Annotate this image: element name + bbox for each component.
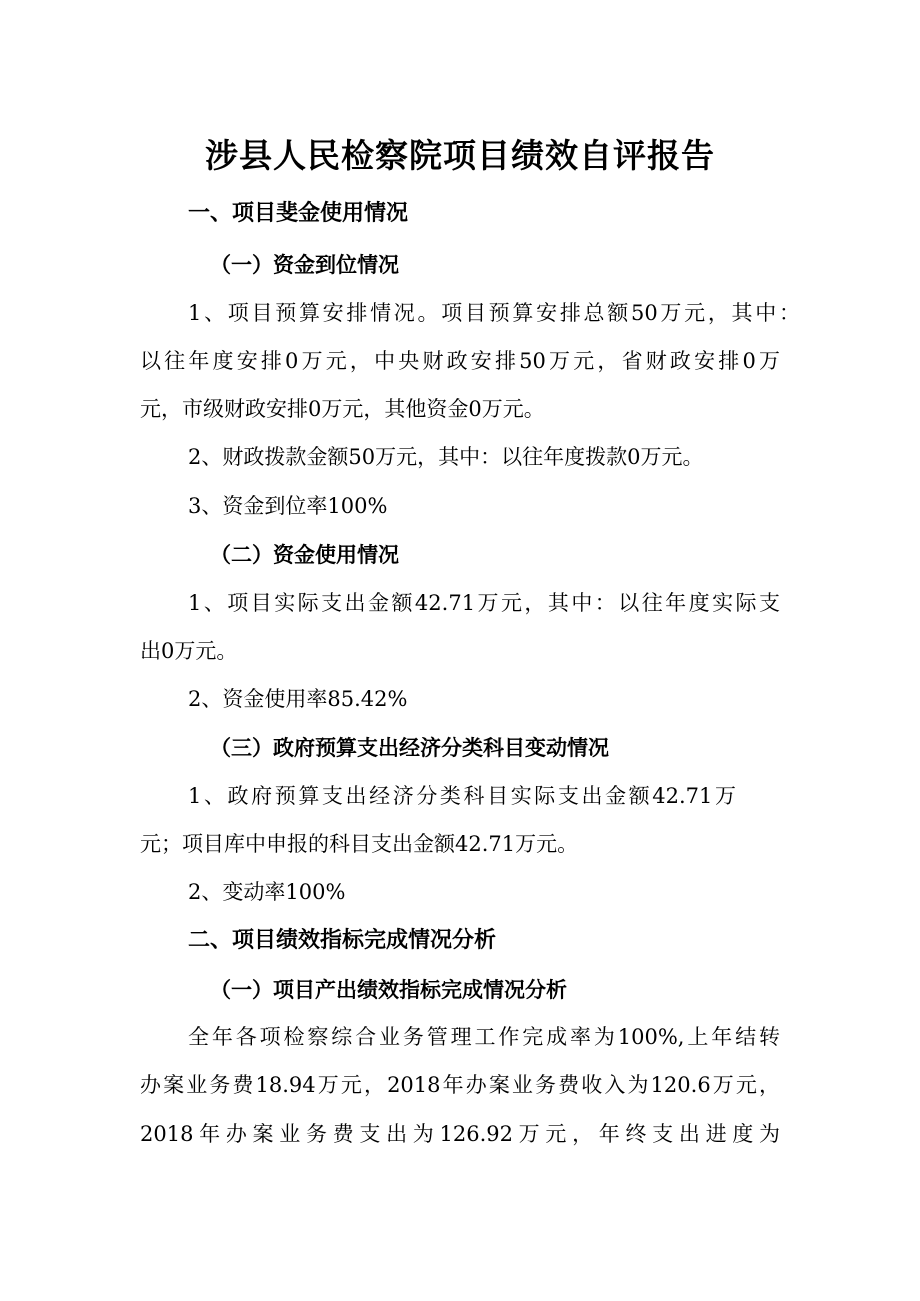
section-heading-1: 一、项目斐金使用情况 <box>188 201 409 226</box>
paragraph-line: 出0万元。 <box>140 639 238 663</box>
subsection-heading-1-2: （二）资金使用情况 <box>210 543 399 567</box>
subsection-heading-1-1: （一）资金到位情况 <box>210 253 399 277</box>
paragraph-line: 以往年度安排0万元，中央财政安排50万元，省财政安排0万 <box>140 349 780 373</box>
paragraph-line: 1、项目预算安排情况。项目预算安排总额50万元，其中： <box>188 301 800 325</box>
subsection-heading-2-1: （一）项目产出绩效指标完成情况分析 <box>210 978 567 1002</box>
paragraph-line: 全年各项检察综合业务管理工作完成率为100%,上年结转 <box>188 1025 780 1049</box>
paragraph-line: 2、变动率100% <box>188 880 346 904</box>
paragraph-line: 办案业务费18.94万元，2018年办案业务费收入为120.6万元， <box>140 1073 780 1097</box>
paragraph-line: 2、资金使用率85.42% <box>188 687 408 711</box>
paragraph-line: 3、资金到位率100% <box>188 494 388 518</box>
document-title: 涉县人民检察院项目绩效自评报告 <box>205 136 715 175</box>
paragraph-line: 元，市级财政安排0万元，其他资金0万元。 <box>140 397 545 421</box>
section-heading-2: 二、项目绩效指标完成情况分析 <box>188 928 497 953</box>
subsection-heading-1-3: （三）政府预算支出经济分类科目变动情况 <box>210 736 609 760</box>
paragraph-line: 1、项目实际支出金额42.71万元，其中：以往年度实际支 <box>188 591 780 615</box>
paragraph-line: 2018年办案业务费支出为126.92万元，年终支出进度为 <box>140 1122 780 1146</box>
paragraph-line: 1、政府预算支出经济分类科目实际支出金额42.71万 <box>188 784 736 808</box>
paragraph-line: 2、财政拨款金额50万元，其中：以往年度拨款0万元。 <box>188 445 704 469</box>
paragraph-line: 元；项目库中申报的科目支出金额42.71万元。 <box>140 832 579 856</box>
